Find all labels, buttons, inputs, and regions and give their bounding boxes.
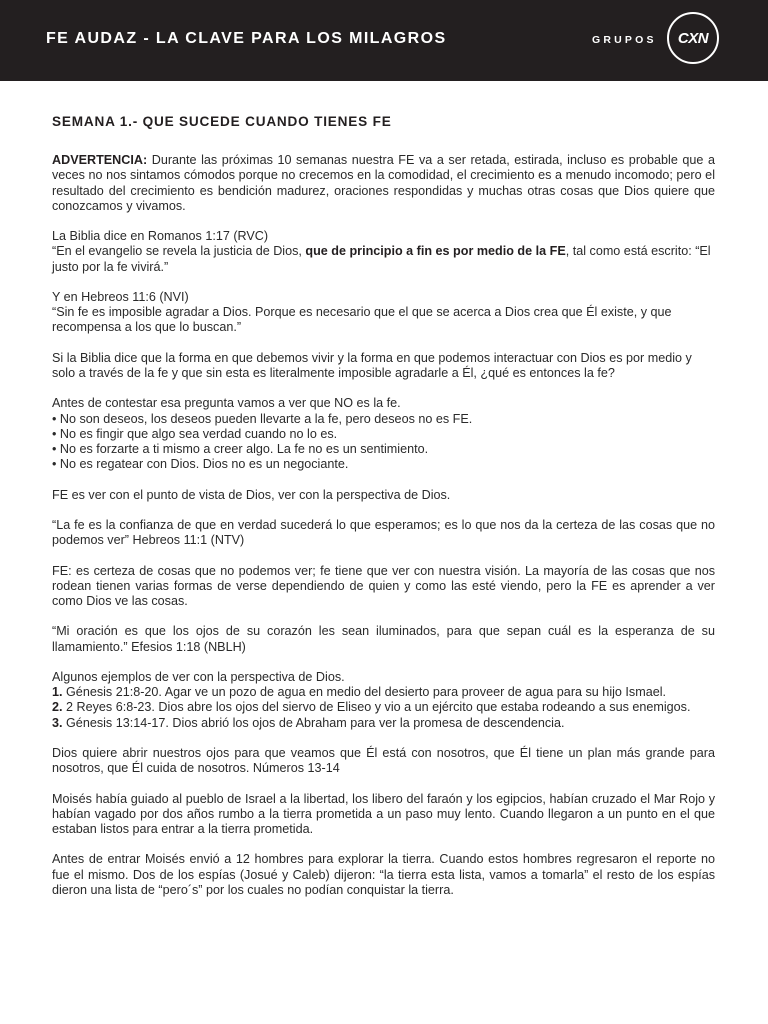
moises-paragraph-2: Antes de entrar Moisés envió a 12 hombres para explorar la tierra. Cuando estos hombres regresaron el reporte no fue el mismo. Dos de los espías (Josué y Caleb) dijeron: “la tierra esta lista, vamos a tomarla” el resto de los espías dieron una lista de “pero´s” por los cuales no podían conquistar la tierra. xyxy=(52,852,715,897)
list-number: 3. xyxy=(52,715,63,730)
romanos-quote-bold: que de principio a fin es por medio de la FE xyxy=(305,244,566,259)
romanos-quote-end: , tal como está escrito: “El justo por la fe vivirá.” xyxy=(52,244,711,274)
hebreos-paragraph xyxy=(52,290,715,336)
cxn-logo-icon: CXN xyxy=(667,12,719,64)
pregunta-paragraph: Si la Biblia dice que la forma en que debemos vivir y la forma en que podemos interactuar con Dios es por medio y solo a través de la fe y que sin esta es literalmente imposible agradarle a Él, ¿qué es entonces la fe? xyxy=(52,350,692,380)
no-es-paragraph xyxy=(52,396,715,472)
brand-label: GRUPOS xyxy=(592,34,657,46)
list-item: • No es forzarte a ti mismo a creer algo. La fe no es un sentimiento. xyxy=(52,442,429,456)
document-title: FE AUDAZ - LA CLAVE PARA LOS MILAGROS xyxy=(46,30,447,47)
fe-ver-paragraph: FE es ver con el punto de vista de Dios, ver con la perspectiva de Dios. xyxy=(52,487,451,502)
document-body xyxy=(52,114,715,913)
list-text: Génesis 21:8-20. Agar ve un pozo de agua en medio del desierto para proveer de agua para su hijo Ismael. xyxy=(62,685,667,700)
advertencia-label: ADVERTENCIA: xyxy=(52,153,148,168)
moises-paragraph-1: Moisés había guiado al pueblo de Israel a la libertad, los libero del faraón y los egipcios, habían cruzado el Mar Rojo y habían vagado por dos años rumbo a la tierra prometida a un paso muy lento. Cuando llegaron a un punto en el que estaban listos para entrar a la tierra prometida. xyxy=(52,791,715,836)
list-item xyxy=(52,716,715,731)
romanos-paragraph xyxy=(52,229,715,275)
romanos-quote-start: “En el evangelio se revela la justicia de Dios, xyxy=(52,244,306,259)
page-header xyxy=(0,0,768,81)
dios-quiere-paragraph: Dios quiere abrir nuestros ojos para que veamos que Él está con nosotros, que Él tiene un plan más grande para nosotros, que Él cuida de nosotros. Números 13-14 xyxy=(52,745,715,776)
hebreos-quote: “Sin fe es imposible agradar a Dios. Porque es necesario que el que se acerca a Dios crea que Él existe, y que recompensa a los que lo buscan.” xyxy=(52,305,672,335)
hebreos-reference: Y en Hebreos 11:6 (NVI) xyxy=(52,290,189,304)
list-item xyxy=(52,700,715,715)
certeza-paragraph: FE: es certeza de cosas que no podemos ver; fe tiene que ver con nuestra visión. La mayoría de las cosas que nos rodean tienen varias formas de verse dependiendo de quien y como las esté viendo, pero la FE es aprender a ver como Dios ve las cosas. xyxy=(52,563,715,608)
list-item: • No son deseos, los deseos pueden llevarte a la fe, pero deseos no es FE. xyxy=(52,411,473,426)
list-number: 1. xyxy=(52,685,63,700)
ejemplos-intro: Algunos ejemplos de ver con la perspectiva de Dios. xyxy=(52,669,345,684)
section-title: SEMANA 1.- QUE SUCEDE CUANDO TIENES FE xyxy=(52,114,392,129)
advertencia-paragraph xyxy=(52,153,715,214)
list-item: • No es regatear con Dios. Dios no es un negociante. xyxy=(52,457,349,472)
no-es-intro: Antes de contestar esa pregunta vamos a ver que NO es la fe. xyxy=(52,396,401,411)
list-item xyxy=(52,685,715,700)
list-text: Génesis 13:14-17. Dios abrió los ojos de Abraham para ver la promesa de descendencia. xyxy=(62,715,565,730)
list-item: • No es fingir que algo sea verdad cuando no lo es. xyxy=(52,426,338,441)
list-number: 2. xyxy=(52,700,63,715)
advertencia-text: Durante las próximas 10 semanas nuestra FE va a ser retada, estirada, incluso es probable que a veces no nos sintamos cómodos porque no crecemos en la comodidad, el crecimiento es a menudo incomodo; pero el resultado del crecimiento es bendición madurez, oraciones respondidas y muchas otras cosas que Dios quiere que conozcamos y vivamos. xyxy=(52,153,715,213)
ejemplos-paragraph xyxy=(52,670,715,731)
efesios-paragraph: “Mi oración es que los ojos de su corazón les sean iluminados, para que sepan cuál es la esperanza de su llamamiento.” Efesios 1:18 (NBLH) xyxy=(52,624,715,654)
hebreos-11-1-paragraph: “La fe es la confianza de que en verdad sucederá lo que esperamos; es lo que nos da la certeza de las cosas que no podemos ver” Hebreos 11:1 (NTV) xyxy=(52,517,715,548)
list-text: 2 Reyes 6:8-23. Dios abre los ojos del siervo de Eliseo y vio a un ejército que estaba rodeando a sus enemigos. xyxy=(62,700,691,715)
romanos-reference: La Biblia dice en Romanos 1:17 (RVC) xyxy=(52,229,269,244)
